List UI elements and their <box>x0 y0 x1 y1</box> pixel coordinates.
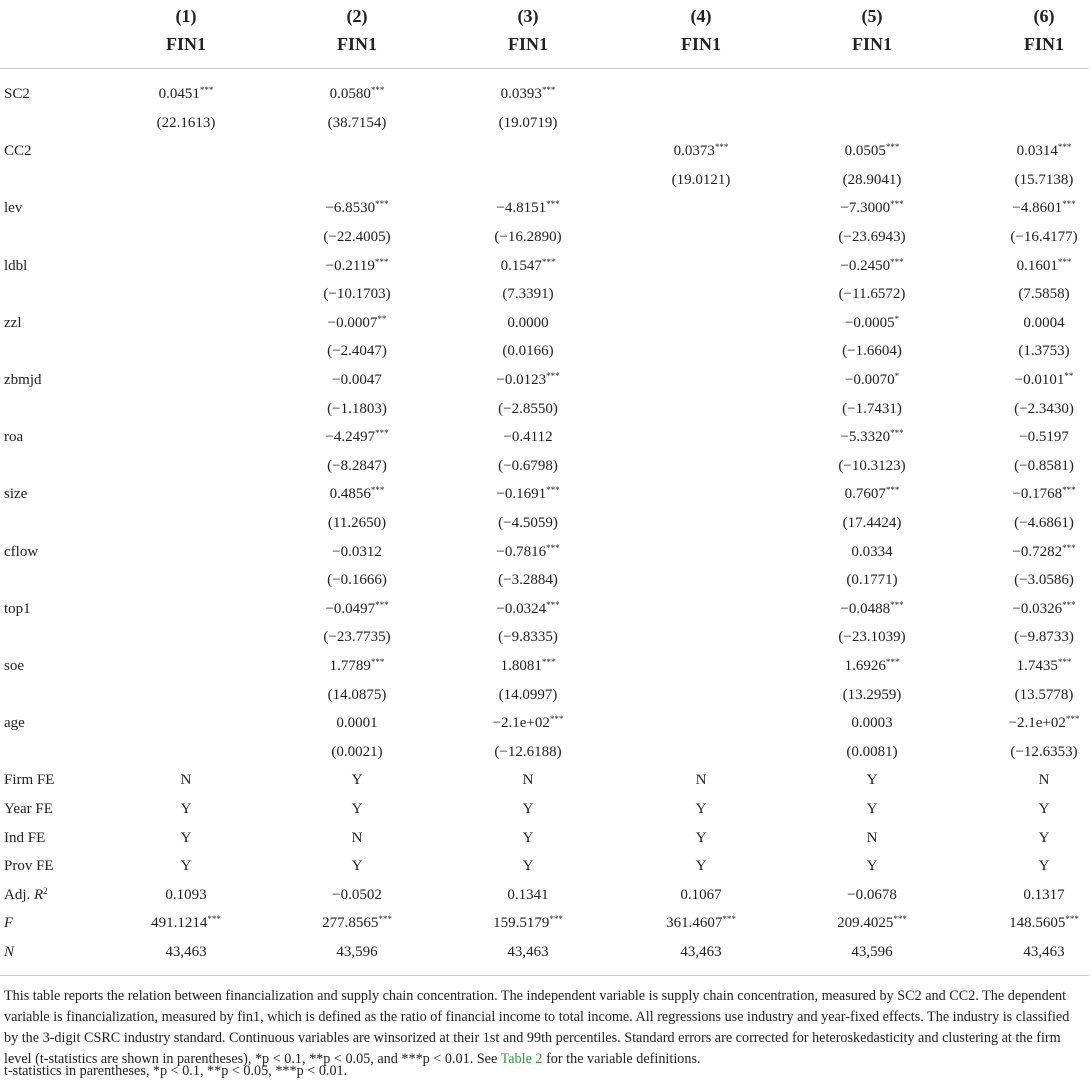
table-cell: −4.8151*** <box>496 199 560 217</box>
table-cell: −0.0047 <box>332 372 382 388</box>
table-row <box>0 738 1091 766</box>
row-label: Year FE <box>4 801 53 817</box>
table-row <box>0 423 1091 451</box>
table-cell: 0.0000 <box>507 314 549 331</box>
table-cell: −0.0007** <box>327 313 387 331</box>
table-cell: −5.3320*** <box>840 428 904 446</box>
table-cell: 43,463 <box>507 944 549 960</box>
table-row <box>0 223 1091 251</box>
row-label: zbmjd <box>4 372 42 388</box>
table-cell: Y <box>695 858 707 875</box>
table-cell: 43,596 <box>851 944 893 960</box>
table-row <box>0 194 1091 222</box>
table-cell: (−1.7431) <box>842 400 902 417</box>
table-cell: Y <box>695 801 707 817</box>
table-cell: 0.0393*** <box>500 85 556 102</box>
row-label: SC2 <box>4 86 30 102</box>
table-cell: −0.7816*** <box>496 542 560 560</box>
table-row <box>0 480 1091 508</box>
row-label: cflow <box>4 543 39 560</box>
table-cell: 491.1214*** <box>151 914 221 932</box>
table-cell: N <box>1038 772 1050 789</box>
row-label: age <box>4 715 25 732</box>
table-cell: (−10.3123) <box>838 457 906 474</box>
column-dep-var-5: FIN1 <box>852 34 892 54</box>
table-cell: −0.1768*** <box>1012 485 1076 503</box>
table-cell: (−10.1703) <box>323 286 391 303</box>
table-cell: 43,463 <box>165 944 207 960</box>
table-cell: 0.0451*** <box>158 85 214 102</box>
table-cell: 209.4025*** <box>837 914 907 932</box>
table-row <box>0 824 1091 852</box>
table-cell: 1.8081*** <box>500 657 556 674</box>
table-cell: (−16.4177) <box>1010 229 1078 245</box>
table-cell: 0.0580*** <box>329 85 385 102</box>
table-cell: −0.0123*** <box>496 371 560 388</box>
table-row <box>0 709 1091 737</box>
note-text: This table reports the relation between financialization and supply chain concentration. The independent variable is supply chain concentration, measured by SC2 and CC2. The dependent variable is financialization, measured by fin1, which is defined as the ratio of financial income to total income. All regressions use industry and year-fixed effects. The industry is classified by the 3-digit CSRC industry standard. Continuous variables are winsorized at their 1st and 99th percentiles. Standard errors are corrected for heteroskedasticity and clustering at the firm level (t-statistics are shown in parentheses), *p < 0.1, **p < 0.05, and ***p < 0.01. See <box>4 988 1070 1067</box>
footer-rule <box>0 975 1089 976</box>
table-cell: Y <box>522 829 534 846</box>
table-cell: (28.9041) <box>842 171 902 188</box>
table-cell: N <box>180 772 192 789</box>
table-row <box>0 681 1091 709</box>
table-cell: N <box>522 772 534 789</box>
column-number-2: (2) <box>346 6 368 26</box>
table-cell: −2.1e+02*** <box>1008 714 1080 732</box>
row-label: Firm FE <box>4 772 55 789</box>
table-cell: N <box>351 829 363 846</box>
row-label: Adj. $R^2$ <box>4 885 48 903</box>
table-cell: Y <box>180 858 192 875</box>
table-cell: (−4.5059) <box>498 515 558 531</box>
table-cell: (−12.6353) <box>1010 743 1078 760</box>
table-row <box>0 938 1091 966</box>
table-cell: Y <box>522 858 534 875</box>
table-footnote: t-statistics in parentheses, *p < 0.1, **p < 0.05, ***p < 0.01. <box>4 1063 348 1079</box>
table-cell: (19.0121) <box>671 171 731 188</box>
table-cell: 0.1067 <box>680 886 722 903</box>
table-cell: (1.3753) <box>1018 343 1070 360</box>
table-cell: −0.1691*** <box>496 485 560 503</box>
table-cell: (−23.6943) <box>838 229 906 245</box>
table-cell: N <box>695 772 707 789</box>
table-cell: (−9.8733) <box>1014 629 1074 646</box>
table-row <box>0 309 1091 337</box>
table-cell: 0.0001 <box>336 715 378 732</box>
table-cell: Y <box>866 801 878 817</box>
table-cell: −0.0497*** <box>325 599 389 617</box>
table-cell: −0.0324*** <box>496 599 560 617</box>
table-row <box>0 252 1091 280</box>
table-cell: −0.0488*** <box>840 599 904 617</box>
column-number-4: (4) <box>690 6 712 26</box>
table-cell: (−23.7735) <box>323 629 391 646</box>
table-cell: 0.0505*** <box>844 142 900 160</box>
table-row <box>0 795 1091 823</box>
table-cell: (17.4424) <box>842 515 902 531</box>
table-cell: Y <box>180 801 192 817</box>
note-text-end: for the variable definitions. <box>542 1051 701 1067</box>
table-row <box>0 166 1091 194</box>
table-cell: Y <box>1038 801 1050 817</box>
row-label: soe <box>4 658 24 674</box>
table-cell: (13.2959) <box>842 686 902 703</box>
table-row <box>0 509 1091 537</box>
row-label: size <box>4 486 28 503</box>
table-cell: (−3.2884) <box>498 572 558 589</box>
table-row <box>0 280 1091 308</box>
header-rule <box>0 68 1089 69</box>
table-cell: −4.2497*** <box>325 428 389 446</box>
column-dep-var-2: FIN1 <box>337 34 377 54</box>
table-cell: (−0.8581) <box>1014 457 1074 474</box>
row-label: N <box>4 944 15 960</box>
table-cell: (15.7138) <box>1014 171 1074 188</box>
table-cell: (−11.6572) <box>838 286 906 303</box>
row-label: lev <box>4 200 23 217</box>
table-cell: Y <box>351 801 363 817</box>
table-cell: (−0.6798) <box>498 457 558 474</box>
row-label: top1 <box>4 600 31 617</box>
table-cell: −0.0502 <box>332 886 382 903</box>
table-row <box>0 595 1091 623</box>
table-cell: −0.7282*** <box>1012 542 1076 560</box>
table-cell: −6.8530*** <box>325 199 389 217</box>
table-cell: Y <box>866 858 878 875</box>
column-number-6: (6) <box>1033 6 1055 26</box>
table-cell: (−16.2890) <box>494 229 562 245</box>
table-row <box>0 566 1091 594</box>
column-dep-var-4: FIN1 <box>681 34 721 54</box>
table-cell: (11.2650) <box>327 515 387 531</box>
table-cell: 0.0373*** <box>673 142 729 160</box>
table-cell: Y <box>180 829 192 846</box>
table-cell: 43,463 <box>680 944 722 960</box>
table-cell: (−4.6861) <box>1014 515 1074 531</box>
table-cell: Y <box>695 829 707 846</box>
table-row <box>0 538 1091 566</box>
table-cell: 0.1547*** <box>500 256 556 274</box>
table-row <box>0 623 1091 651</box>
table-cell: (0.0166) <box>502 343 554 360</box>
row-label: Prov FE <box>4 858 54 875</box>
table-cell: (−1.1803) <box>327 400 387 417</box>
table-cell: (−8.2847) <box>327 457 387 474</box>
table-cell: 0.1317 <box>1023 886 1065 903</box>
row-label: zzl <box>4 314 22 331</box>
table-cell: (38.7154) <box>327 114 387 131</box>
table-cell: (0.0021) <box>331 743 383 760</box>
table-row <box>0 137 1091 165</box>
table-cell: −7.3000*** <box>840 199 904 217</box>
table-row <box>0 766 1091 794</box>
table-cell: −0.0070* <box>844 371 900 388</box>
row-label: ldbl <box>4 257 28 274</box>
row-label: roa <box>4 429 24 446</box>
column-number-5: (5) <box>861 6 883 26</box>
table-cell: Y <box>351 858 363 875</box>
table-cell: −0.2119*** <box>325 256 389 274</box>
table-cell: Y <box>522 801 534 817</box>
table-cell: 0.1093 <box>165 886 207 903</box>
table-row <box>0 881 1091 909</box>
table-note <box>4 986 1087 1070</box>
table-cell: (−22.4005) <box>323 229 391 245</box>
table-cell: (−3.0586) <box>1014 572 1074 589</box>
column-number-3: (3) <box>517 6 539 26</box>
table-cell: 0.0003 <box>851 715 893 732</box>
table-cell: 1.6926*** <box>844 657 900 674</box>
table-cell: −0.5197 <box>1019 429 1069 446</box>
table-cell: 43,596 <box>336 944 378 960</box>
table-cell: (7.5858) <box>1018 286 1070 303</box>
row-label: CC2 <box>4 143 32 160</box>
table-cell: (7.3391) <box>502 286 554 303</box>
table-cell: (14.0997) <box>498 686 558 703</box>
table-cell: (−2.3430) <box>1014 400 1074 417</box>
table-cell: −2.1e+02*** <box>492 714 564 732</box>
table-cell: (13.5778) <box>1014 686 1074 703</box>
table-cell: 148.5605*** <box>1009 914 1079 932</box>
table-cell: (−12.6188) <box>494 743 562 760</box>
table-row <box>0 109 1091 137</box>
table-row <box>0 366 1091 394</box>
table-cell: −0.0005* <box>844 313 900 331</box>
table-cell: (19.0719) <box>498 114 558 131</box>
table-row <box>0 395 1091 423</box>
column-number-1: (1) <box>175 6 197 26</box>
table-cell: −0.2450*** <box>840 256 904 274</box>
table-row <box>0 452 1091 480</box>
table-cell: 0.0334 <box>851 543 893 560</box>
table-cell: 1.7435*** <box>1016 657 1072 674</box>
column-dep-var-3: FIN1 <box>508 34 548 54</box>
table-cell: (−2.4047) <box>327 343 387 360</box>
table-cell: 277.8565*** <box>322 914 392 932</box>
table-cell: (−0.1666) <box>327 572 387 589</box>
table-cell: N <box>866 829 878 846</box>
row-label: Ind FE <box>4 829 46 846</box>
table-cell: (−1.6604) <box>842 343 902 360</box>
table-cell: −0.0678 <box>847 886 897 903</box>
column-dep-var-6: FIN1 <box>1024 34 1064 54</box>
table-row <box>0 652 1091 680</box>
table-cell: (22.1613) <box>156 114 216 131</box>
table-cell: −0.0101** <box>1014 371 1074 388</box>
table-cell: 0.1341 <box>507 886 549 903</box>
table-row <box>0 337 1091 365</box>
table-cell: 0.4856*** <box>329 485 385 503</box>
table-cell: Y <box>1038 858 1050 875</box>
table-cell: (−9.8335) <box>498 629 558 646</box>
table-cell: 43,463 <box>1023 944 1065 960</box>
table-cell: 159.5179*** <box>493 914 563 932</box>
column-dep-var-1: FIN1 <box>166 34 206 54</box>
table-row <box>0 80 1091 108</box>
table-cell: (−2.8550) <box>498 400 558 417</box>
table-cell: Y <box>351 772 363 789</box>
table-cell: −0.0312 <box>332 543 382 560</box>
table-cell: Y <box>866 772 878 789</box>
table-cell: 1.7789*** <box>329 657 385 674</box>
table-cell: 361.4607*** <box>666 914 736 932</box>
table-cell: 0.7607*** <box>844 485 900 503</box>
table-cell: 0.1601*** <box>1016 256 1072 274</box>
table-cell: 0.0314*** <box>1016 142 1072 160</box>
row-label: F <box>4 915 14 932</box>
table-cell: (14.0875) <box>327 686 387 703</box>
table-row <box>0 852 1091 880</box>
table-cell: −0.0326*** <box>1012 599 1076 617</box>
table2-link[interactable]: Table 2 <box>500 1051 543 1067</box>
table-cell: 0.0004 <box>1023 314 1065 331</box>
table-row <box>0 909 1091 937</box>
table-cell: (−23.1039) <box>838 629 906 646</box>
table-cell: (0.0081) <box>846 743 898 760</box>
table-cell: −4.8601*** <box>1012 199 1076 217</box>
table-cell: −0.4112 <box>503 429 553 446</box>
table-cell: (0.1771) <box>846 572 898 589</box>
table-cell: Y <box>1038 829 1050 846</box>
